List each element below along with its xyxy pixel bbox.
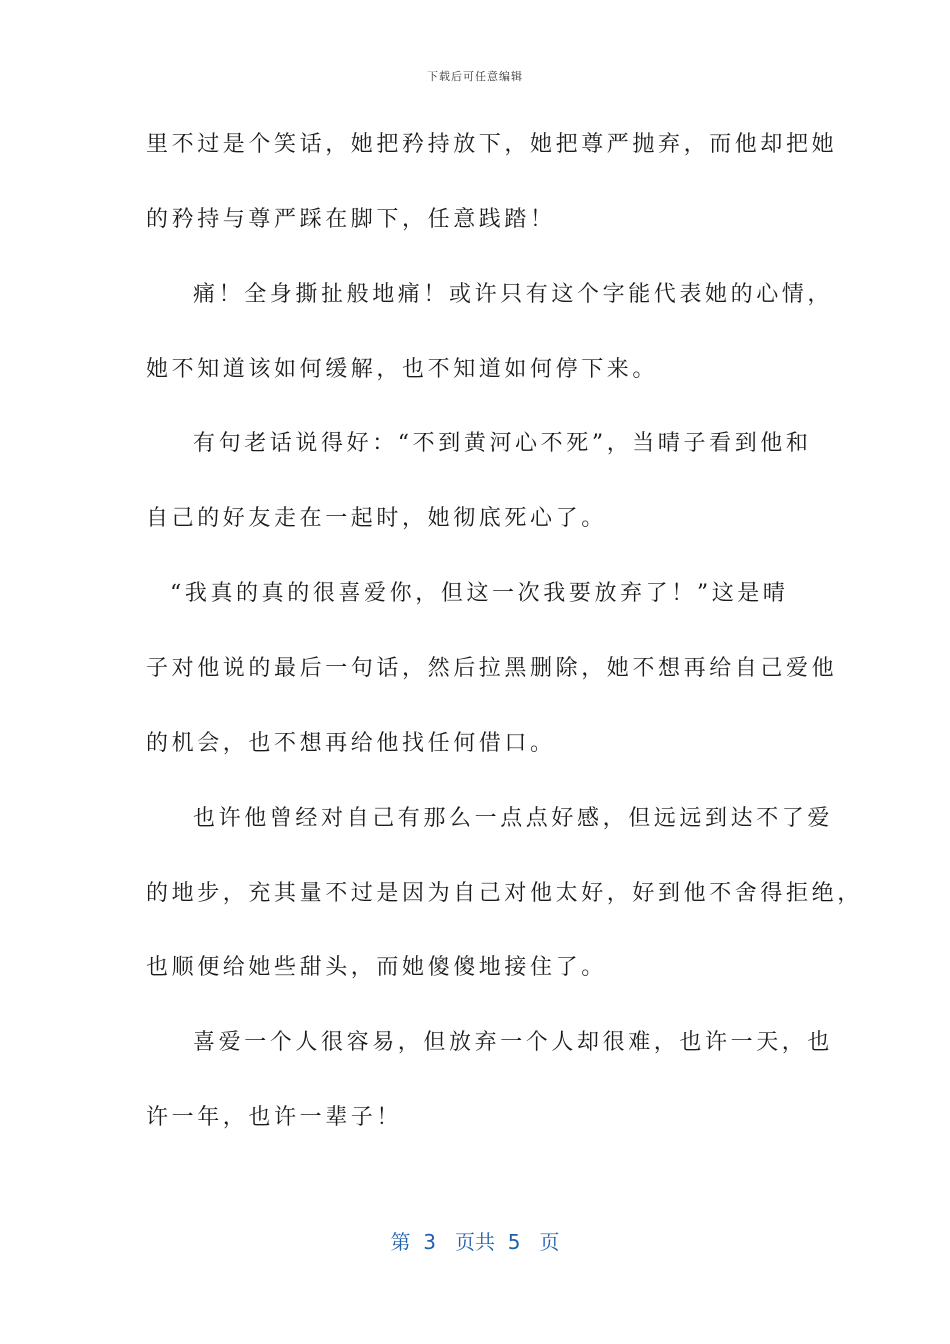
paragraph-line: 的机会，也不想再给他找任何借口。 [146,731,556,756]
paragraph-line: 自己的好友走在一起时，她彻底死心了。 [146,506,607,531]
paragraph-line: “我真的真的很喜爱你，但这一次我要放弃了！”这是晴 [170,581,789,606]
paragraph-line: 喜爱一个人很容易，但放弃一个人却很难，也许一天，也 [193,1030,834,1055]
paragraph-line: 许一年，也许一辈子！ [146,1105,403,1130]
paragraph-line: 里不过是个笑话，她把矜持放下，她把尊严抛弃，而他却把她 [146,132,838,157]
paragraph-line: 也顺便给她些甜头，而她傻傻地接住了。 [146,955,607,980]
paragraph-line: 有句老话说得好：“不到黄河心不死”，当晴子看到他和 [193,431,812,456]
paragraph-line: 也许他曾经对自己有那么一点点好感，但远远到达不了爱 [193,806,834,831]
paragraph-line: 的地步，充其量不过是因为自己对他太好，好到他不舍得拒绝， [146,881,863,906]
paragraph-line: 痛！全身撕扯般地痛！或许只有这个字能代表她的心情， [193,282,834,307]
paragraph-line: 子对他说的最后一句话，然后拉黑删除，她不想再给自己爱他 [146,656,838,681]
page-header-note: 下载后可任意编辑 [427,70,523,83]
paragraph-line: 的矜持与尊严踩在脚下，任意践踏！ [146,207,556,232]
page-number-footer: 第 3 页共 5 页 [390,1230,560,1254]
paragraph-line: 她不知道该如何缓解，也不知道如何停下来。 [146,357,659,382]
